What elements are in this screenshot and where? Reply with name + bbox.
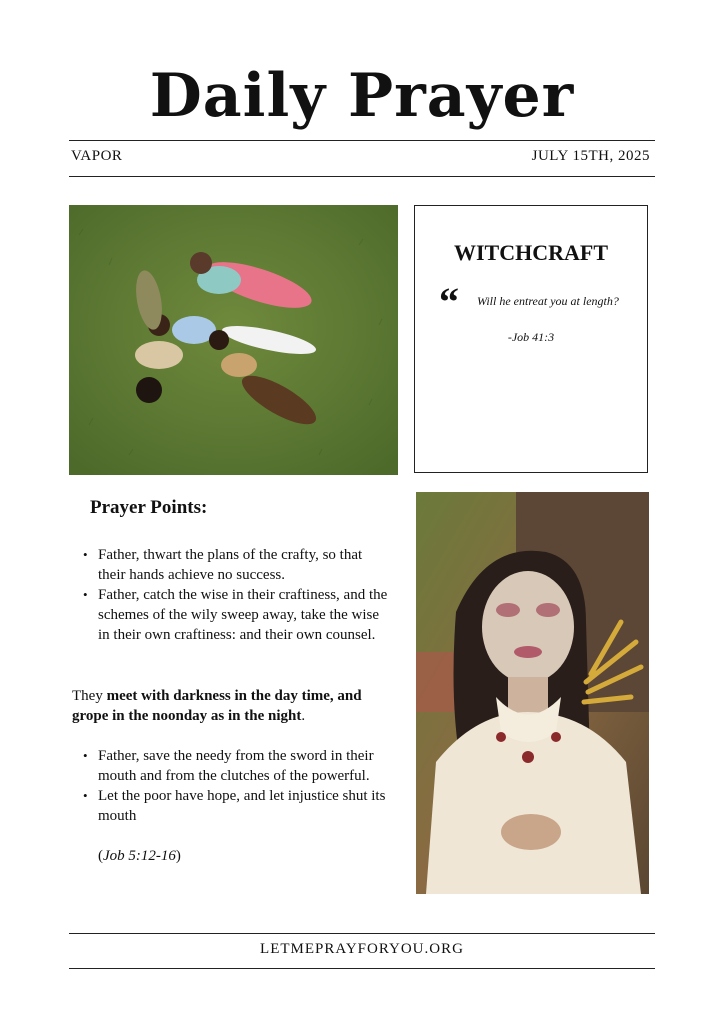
quote-text: Will he entreat you at length? [477, 294, 619, 308]
ref-text: Job 5:12-16 [103, 848, 176, 864]
quote-box [414, 205, 648, 473]
quote-heading: WITCHCRAFT [453, 240, 608, 265]
top-divider [69, 140, 655, 141]
list-item: • Father, thwart the plans of the crafty, so that their hands achieve no success. [78, 545, 390, 585]
list-item: • Father, save the needy from the sword in their mouth and from the clutches of the powerful. [78, 746, 390, 786]
scripture-paragraph [72, 686, 382, 726]
footer-bottom-divider [69, 968, 655, 969]
section-label: VAPOR [71, 148, 123, 164]
quote-reference: -Job 41:3 [507, 330, 555, 344]
paragraph-prefix: They [72, 688, 107, 704]
prayer-list-a [78, 545, 390, 645]
footer-website[interactable]: LETMEPRAYFORYOU.ORG [260, 941, 464, 957]
footer-top-divider [69, 933, 655, 934]
page-title: Daily Prayer [149, 61, 575, 131]
list-item: • Father, catch the wise in their craftiness, and the schemes of the wily sweep away, take the wise in their own craftiness: and their own counsel. [78, 585, 390, 645]
quote-mark-icon: “ [439, 279, 459, 324]
prayer-list-b [78, 746, 390, 826]
scripture-reference [98, 848, 181, 865]
paragraph-suffix: . [301, 708, 306, 724]
list-item: • Let the poor have hope, and let injustice shut its mouth [78, 786, 390, 826]
portrait-photo [416, 492, 649, 894]
issue-date: JULY 15TH, 2025 [531, 148, 650, 164]
ref-close: ) [175, 848, 181, 864]
group-on-grass-photo [69, 205, 398, 475]
prayer-points-heading: Prayer Points: [90, 497, 208, 518]
paragraph-emphasis: meet with darkness in the day time, and grope in the noonday as in the night [72, 688, 362, 724]
meta-divider [69, 176, 655, 177]
ref-open: ( [98, 848, 103, 864]
